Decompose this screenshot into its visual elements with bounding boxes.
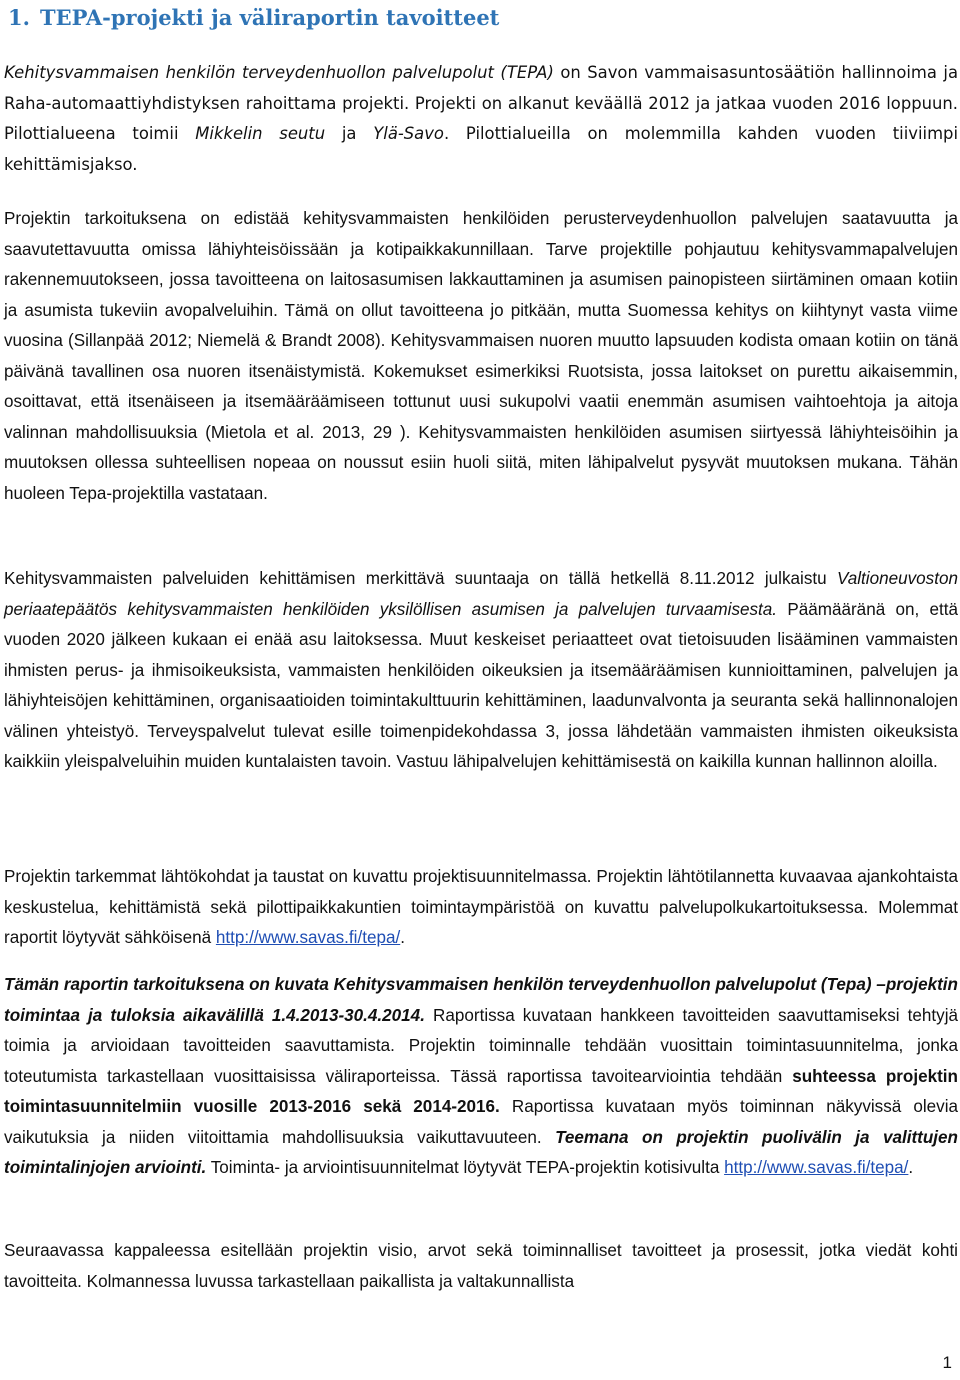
text-run: . Pilottialueilla on molemmilla kahden vuoden tiiviimpi kehittämisjakso. — [4, 124, 959, 174]
paragraph-government-resolution — [4, 564, 958, 778]
text-run: Toiminta- ja arviointisuunnitelmat löytyvät TEPA-projektin kotisivulta — [206, 1158, 725, 1177]
paragraph-background — [4, 862, 958, 954]
paragraph-report-purpose — [4, 970, 958, 1184]
pilot-area-yla-savo: Ylä-Savo — [373, 124, 444, 143]
text-run: Raportissa kuvataan hankkeen tavoitteiden saavuttamiseksi tehtyjä toimia ja arvioidaan tavoitteiden saavuttamista. Projektin toiminnalle tehdään vuosittain toimintasuunnitelma, jonka toteutumista tarkastellaan vuosittaisissa väliraporteissa. Tässä raportissa tavoitearviointia tehdään — [4, 1005, 958, 1086]
report-purpose-emphasis: Tämän raportin tarkoituksena on kuvata Kehitysvammaisen henkilön terveydenhuollon palvelupolut (Tepa) –projektin toimintaa ja tuloksia aikavälillä 1.4.2013-30.4.2014. — [4, 975, 958, 1025]
document-page — [4, 0, 958, 1380]
tepa-homepage-link[interactable]: http://www.savas.fi/tepa/ — [724, 1158, 909, 1177]
project-name: Kehitysvammaisen henkilön terveydenhuollon palvelupolut (TEPA) — [4, 63, 554, 82]
text-run: Projektin tarkemmat lähtökohdat ja taustat on kuvattu projektisuunnitelmassa. Projektin lähtötilannetta kuvaavaa ajankohtaista keskustelua, kehittämistä sekä pilottipaikkakuntien toimintaympäristöä on kuvattu palvelupolkukartoituksessa. Molemmat raportit löytyvät sähköisenä — [4, 867, 958, 947]
paragraph-project-purpose: Projektin tarkoituksena on edistää kehitysvammaisten henkilöiden perusterveydenhuollon palvelujen saatavuutta ja saavutettavuutta omissa lähiyhteisöissään ja kotipaikkakunnillaan. Tarve projektille pohjautuu kehitysvammapalvelujen rakennemuutokseen, jossa tavoitteena on laitosasumisen lakkauttaminen ja asumisen painopisteen siirtäminen omaan kotiin ja asumista tukeviin avopalveluihin. Tämä on ollut tavoitteena jo pitkään, mutta Suomessa kehitys on kiihtynyt vasta viime vuosina (Sillanpää 2012; Niemelä & Brandt 2008). Kehitysvammaisen nuoren muutto lapsuuden kodista omaan kotiin on tänä päivänä tavallinen osa nuoren itsenäistymistä. Kokemukset esimerkiksi Ruotsista, jossa laitokset on purettu aikaisemmin, osoittavat, että itsenäiseen ja itsemääräämiseen tottunut uusi sukupolvi vaatii enemmän asumisen vaihtoehtoja ja aitoja valinnan mahdollisuuksia (Mietola et al. 2013, 29 ). Kehitysvammaisten henkilöiden asumisen siirtyessä lähiyhteisöihin ja muutoksen ollessa suhteellisen nopeaa on noussut esiin huoli siitä, miten lähipalvelut pysyvät muutoksen mukana. Tähän huoleen Tepa-projektilla vastataan. — [4, 209, 958, 503]
section-heading — [8, 2, 499, 34]
resolution-title: Valtioneuvoston periaatepäätös kehitysvammaisten henkilöiden yksilöllisen asumisen ja palvelujen turvaamisesta. — [4, 569, 958, 619]
text-run: . — [400, 928, 405, 947]
savas-tepa-link[interactable]: http://www.savas.fi/tepa/ — [215, 928, 401, 947]
section-number: 1. — [8, 5, 30, 30]
text-run: Raportissa kuvataan myös toiminnan näkyvissä olevia vaikutuksia ja niiden viitoittamia mahdollisuuksia vaikuttavuuteen. — [4, 1097, 959, 1147]
paragraph-project-intro — [4, 58, 958, 180]
text-run: Kehitysvammaisten palveluiden kehittämisen merkittävä suuntaaja on tällä hetkellä 8.11.2012 julkaistu — [4, 569, 837, 588]
paragraph-next-chapter: Seuraavassa kappaleessa esitellään projektin visio, arvot sekä toiminnalliset tavoitteet ja prosessit, jotka viedät kohti tavoitteita. Kolmannessa luvussa tarkastellaan paikallista ja valtakunnallista — [4, 1241, 958, 1291]
theme-emphasis: Teemana on projektin puolivälin ja valittujen toimintalinjojen arviointi. — [4, 1127, 958, 1177]
page-number: 1 — [942, 1353, 952, 1372]
section-title: TEPA-projekti ja väliraportin tavoitteet — [39, 5, 500, 30]
text-run: Päämääränä on, että vuoden 2020 jälkeen kukaan ei enää asu laitoksessa. Muut keskeiset periaatteet ovat tietoisuuden lisääminen vammaisten ihmisten perus- ja ihmisoikeuksista, vammaisten henkilöiden oikeuksien ja itsemääräämisen kunnioittaminen, palvelujen ja lähiyhteisöjen kehittäminen, organisaatioiden toimintakulttuurin kehittäminen, laadunvalvonta ja seuranta sekä hallinnonalojen välinen yhteistyö. Terveyspalvelut tulevat esille toimenpidekohdassa 3, jossa lähdetään vammaisten ihmisten oikeuksista kaikkiin yleispalveluihin muiden kuntalaisten tavoin. Vastuu lähipalvelujen kehittämisestä on kaikilla kunnan hallinnon aloilla. — [4, 599, 959, 771]
text-run: ja — [325, 124, 374, 143]
text-run: . — [908, 1158, 914, 1177]
pilot-area-mikkeli: Mikkelin seutu — [195, 124, 326, 143]
evaluation-scope-emphasis: suhteessa projektin toimintasuunnitelmiin vuosille 2013-2016 sekä 2014-2016. — [4, 1066, 958, 1116]
text-run: on Savon vammaisasuntosäätiön hallinnoima ja Raha-automaattiyhdistyksen rahoittama projekti. Projekti on alkanut keväällä 2012 ja jatkaa vuoden 2016 loppuun. Pilottialueena toimii — [4, 63, 959, 143]
